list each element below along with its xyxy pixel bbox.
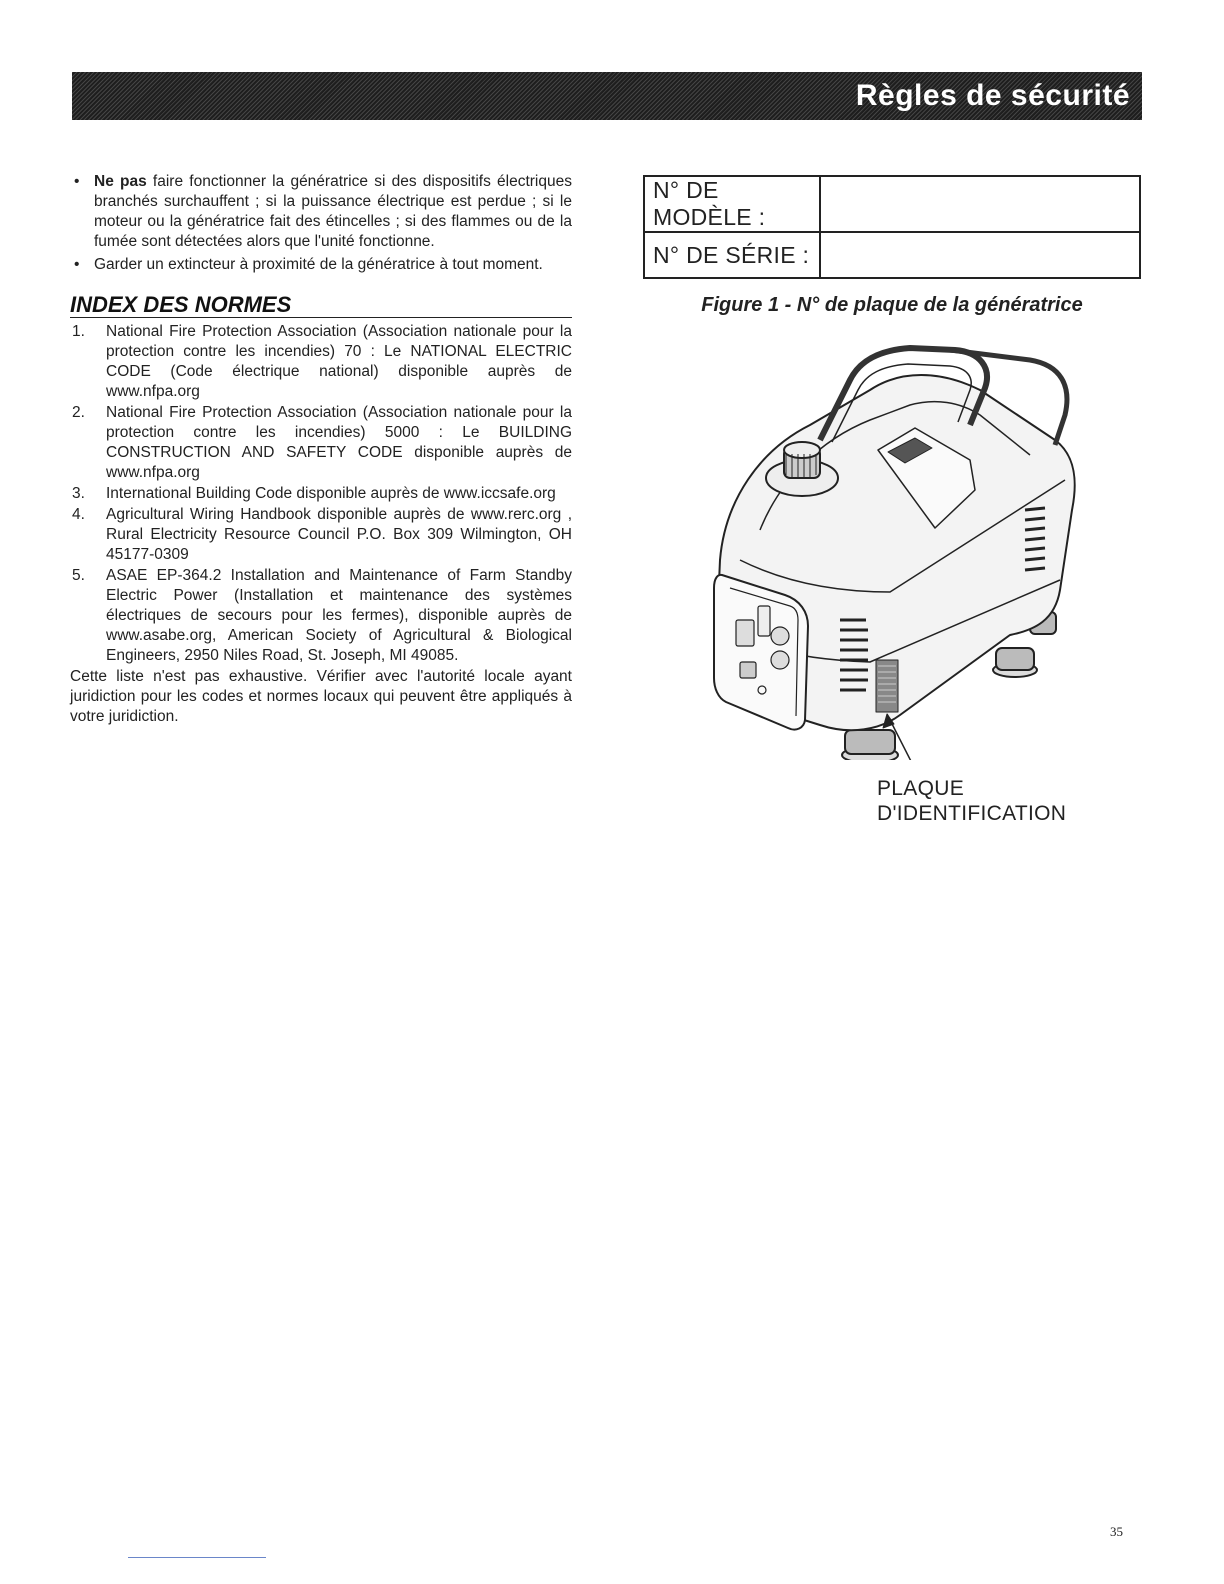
bullet-item bbox=[70, 172, 572, 252]
standards-list bbox=[70, 322, 572, 666]
standards-list-item bbox=[70, 322, 572, 402]
model-row bbox=[644, 176, 1140, 232]
item-text: International Building Code disponible auprès de www.iccsafe.org bbox=[106, 485, 556, 502]
standards-list-item bbox=[70, 505, 572, 565]
bullet-text: Garder un extincteur à proximité de la génératrice à tout moment. bbox=[94, 256, 543, 273]
item-text: National Fire Protection Association (Association nationale pour la protection contre les incendies) 70 : Le NATIONAL ELECTRIC CODE (Code électrique national) disponible auprès de www.nfpa.org bbox=[106, 323, 572, 400]
serial-number-field bbox=[820, 232, 1140, 278]
figure-caption: Figure 1 - N° de plaque de la génératrice bbox=[701, 294, 1083, 316]
footer-rule bbox=[128, 1557, 266, 1558]
model-number-label: N° DE MODÈLE : bbox=[644, 176, 820, 232]
section-header-bar bbox=[72, 72, 1142, 120]
serial-number-label: N° DE SÉRIE : bbox=[644, 232, 820, 278]
standards-list-item bbox=[70, 484, 572, 504]
model-number-field bbox=[820, 176, 1140, 232]
item-text: National Fire Protection Association (Association nationale pour la protection contre les incendies) 5000 : Le BUILDING CONSTRUCTION AND SAFETY CODE disponible auprès de www.nfpa.org bbox=[106, 404, 572, 481]
bullet-dot: • bbox=[74, 256, 80, 273]
standards-index-heading: INDEX DES NORMES bbox=[70, 295, 572, 318]
nameplate-callout bbox=[877, 776, 1066, 826]
closing-note: Cette liste n'est pas exhaustive. Vérifier avec l'autorité locale ayant juridiction pour les codes et normes locaux qui peuvent être appliqués à votre juridiction. bbox=[70, 668, 572, 725]
item-number: 2. bbox=[72, 404, 85, 421]
nameplate-callout-line2: D'IDENTIFICATION bbox=[877, 802, 1067, 825]
item-number: 4. bbox=[72, 506, 85, 523]
bullet-item bbox=[70, 255, 572, 275]
serial-row bbox=[644, 232, 1140, 278]
standards-list-item bbox=[70, 566, 572, 666]
safety-bullet-list bbox=[70, 172, 572, 275]
item-text: Agricultural Wiring Handbook disponible auprès de www.rerc.org , Rural Electricity Resource Council P.O. Box 309 Wilmington, OH 45177-0309 bbox=[106, 506, 572, 563]
bullet-text: faire fonctionner la génératrice si des dispositifs électriques branchés surchauffent ; si la puissance électrique est perdue ; si le moteur ou la génératrice fait des étincelles ; si des flammes ou de la fumée sont détectées alors que l'unité fonctionne. bbox=[94, 173, 572, 250]
section-title: Règles de sécurité bbox=[855, 79, 1130, 112]
bullet-dot: • bbox=[74, 173, 80, 190]
item-number: 3. bbox=[72, 485, 85, 502]
nameplate-table bbox=[643, 175, 1141, 279]
left-column bbox=[70, 172, 572, 727]
item-text: ASAE EP-364.2 Installation and Maintenance of Farm Standby Electric Power (Installation et maintenance des systèmes électriques de secours pour les fermes), disponible auprès de www.asabe.org, American Society of Agricultural & Biological Engineers, 2950 Niles Road, St. Joseph, MI 49085. bbox=[106, 567, 572, 664]
standards-list-item bbox=[70, 403, 572, 483]
page-number: 35 bbox=[1110, 1524, 1123, 1539]
generator-illustration bbox=[700, 330, 1080, 760]
item-number: 5. bbox=[72, 567, 85, 584]
nameplate-callout-line1: PLAQUE bbox=[877, 777, 964, 800]
bullet-bold-lead: Ne pas bbox=[94, 173, 147, 190]
item-number: 1. bbox=[72, 323, 85, 340]
